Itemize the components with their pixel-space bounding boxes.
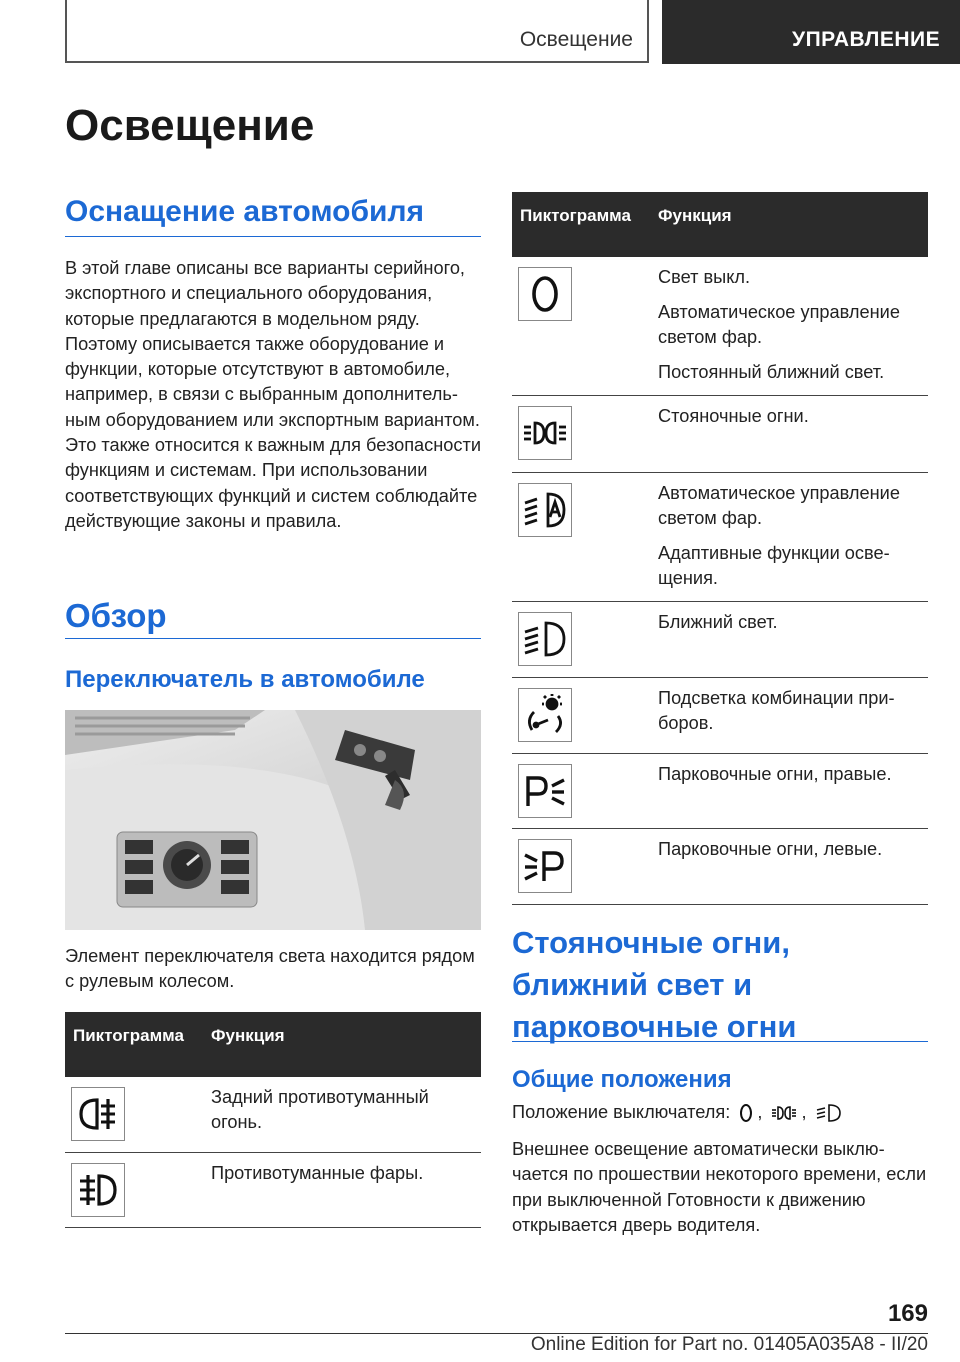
zero-position-icon	[739, 1102, 753, 1124]
auto-headlight-icon	[518, 483, 572, 537]
equipment-text: В этой главе описаны все варианты серийного, экспортного и специального оборудования, которые предлагаются в модельном ряду. Поэтому описывается также оборудование и функции, которые отсутствуют в автомобиле, например, в связи с выбранным дополнительным оборудованием или экспортным вариантом. Это также относится к важным для безопасности функциям и системам. При использовании соответствующих функций и систем соблюдайте действующие законы и правила.	[65, 258, 482, 531]
right-row-7-text: Парковочные огни, левые.	[658, 839, 883, 859]
left-col-function-header: Функция	[203, 1012, 481, 1077]
left-pictogram-table	[65, 1012, 481, 1228]
table-row	[512, 754, 928, 829]
right-row-2-text: Стояночные огни.	[658, 406, 809, 426]
table-row	[512, 396, 928, 473]
table-row	[512, 257, 928, 396]
header-section-tab	[65, 0, 649, 63]
footer-edition: Online Edition for Part no. 01405A035A8 - II/20	[530, 1334, 928, 1355]
right-row-1-line-1: Свет выкл.	[658, 267, 751, 287]
equipment-rule	[65, 236, 481, 237]
right-row-3-line-1: Автоматическое управление светом фар.	[658, 483, 900, 528]
right-col-pictogram-header: Пиктограмма	[512, 192, 650, 257]
overview-subtitle: Переключатель в автомобиле	[65, 666, 425, 693]
general-subtitle: Общие положения	[512, 1066, 732, 1093]
page-number: 169	[887, 1300, 928, 1327]
parking-text: Внешнее освещение автоматически выключается по прошествии некоторого времени, если при выключенной Готовности к движению открывается дверь водителя.	[512, 1139, 927, 1235]
right-pictogram-table	[512, 192, 928, 905]
parking-lights-icon	[518, 406, 572, 460]
light-switch-photo	[65, 710, 481, 930]
separator-1: ,	[757, 1102, 763, 1122]
rear-fog-light-icon	[71, 1087, 125, 1141]
parking-title-line-3: парковочные огни	[512, 1009, 797, 1044]
right-row-5-text: Подсветка комбинации приборов.	[658, 688, 895, 733]
table-row	[512, 602, 928, 678]
overview-rule	[65, 638, 481, 639]
parking-section-title	[512, 922, 796, 1048]
header-section-label: Освещение	[519, 28, 633, 51]
overview-caption: Элемент переключателя света находится рядом с рулевым колесом.	[65, 946, 475, 992]
table-row	[512, 829, 928, 905]
table-row	[512, 473, 928, 602]
switch-positions-line	[512, 1100, 932, 1125]
table-row	[512, 678, 928, 754]
right-row-1-line-3: Постоянный ближний свет.	[658, 362, 885, 382]
table-row	[65, 1077, 481, 1152]
low-beam-icon	[816, 1102, 842, 1124]
right-row-4-text: Ближний свет.	[658, 612, 778, 632]
header-chapter-tab	[662, 0, 960, 64]
right-row-6-text: Парковочные огни, правые.	[658, 764, 892, 784]
parking-light-left-icon	[518, 839, 572, 893]
right-row-3-line-2: Адаптивные функции освещения.	[658, 543, 890, 588]
parking-title-line-1: Стояночные огни,	[512, 925, 790, 960]
parking-light-right-icon	[518, 764, 572, 818]
parking-lights-icon	[771, 1102, 797, 1124]
parking-title-line-2: ближний свет и	[512, 967, 753, 1002]
separator-2: ,	[801, 1102, 807, 1122]
positions-label: Положение выключателя:	[512, 1102, 731, 1122]
instrument-lighting-icon	[518, 688, 572, 742]
right-row-1-line-2: Автоматическое управление светом фар.	[658, 302, 900, 347]
zero-position-icon	[518, 267, 572, 321]
equipment-title: Оснащение автомобиля	[65, 195, 425, 228]
table-row	[65, 1152, 481, 1227]
low-beam-icon	[518, 612, 572, 666]
parking-rule	[512, 1041, 928, 1042]
front-fog-lights-icon	[71, 1163, 125, 1217]
left-row-2-text: Противотуманные фары.	[211, 1162, 424, 1183]
header-chapter-label: УПРАВЛЕНИЕ	[792, 28, 941, 51]
left-row-1-text: Задний противотуманный огонь.	[211, 1087, 429, 1132]
left-col-pictogram-header: Пиктограмма	[65, 1012, 203, 1077]
overview-title: Обзор	[65, 597, 167, 634]
page-title: Освещение	[65, 101, 315, 150]
right-col-function-header: Функция	[650, 192, 928, 257]
